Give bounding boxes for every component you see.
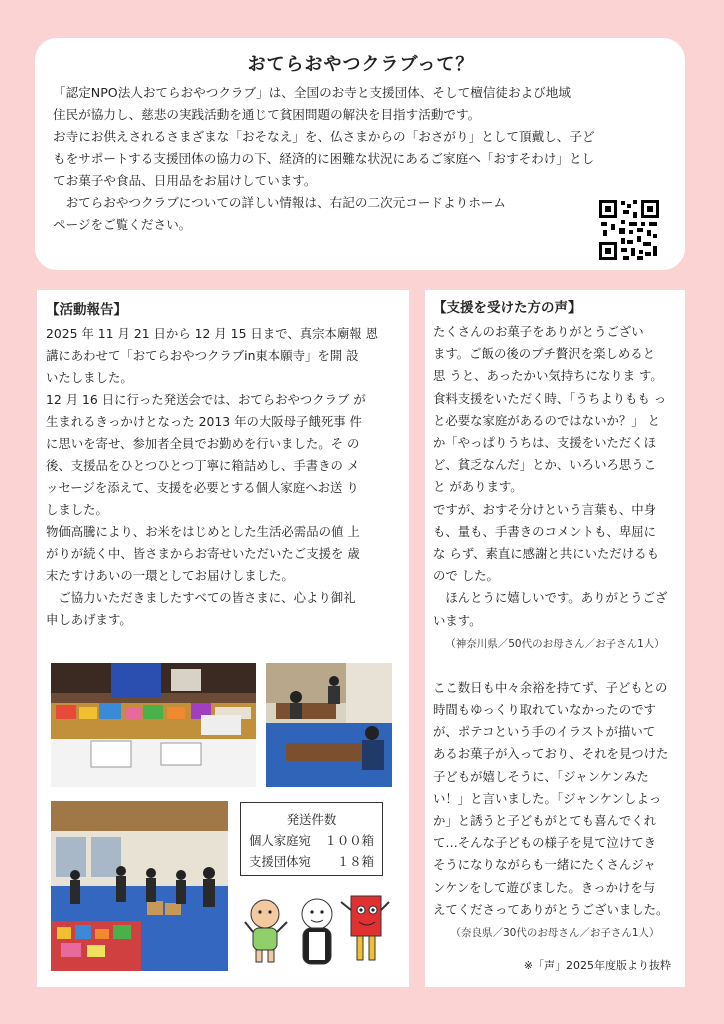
photo-goods-display [51, 663, 256, 787]
report-line: 2025 年 11 月 21 日から 12 月 15 日まで、真宗本廟報 恩 [46, 326, 378, 341]
count-row-household [249, 830, 374, 851]
intro-line: もをサポートする支援団体の協力の下、経済的に困難な状況にあるご家庭へ「おすそわけ」とし [53, 151, 595, 166]
report-title: 【活動報告】 [46, 302, 127, 318]
voices-panel [425, 290, 685, 987]
report-line: 末たすけあいの一環としてお届けしました。 [46, 568, 294, 583]
intro-line: お寺にお供えされるさまざまな「おそなえ」を、仏さまからの「おさがり」として頂戴し、子ど [53, 129, 595, 144]
voice-1-text [433, 321, 677, 632]
voice-line: ですが、おすそ分けという言葉も、中身 [433, 501, 657, 517]
intro-title: おてらおやつクラブって？ [247, 54, 475, 75]
intro-line: おてらおやつクラブについての詳しい情報は、右記の二次元コードよりホーム [53, 195, 506, 210]
voice-line: ンケンをして遊びました。きっかけを与 [433, 879, 656, 895]
report-line: 申しあげます。 [46, 612, 132, 627]
mascot-characters [243, 892, 391, 970]
intro-line: 「認定NPO法人おてらおやつクラブ」は、全国のお寺と支援団体、そして檀信徒および地域 [53, 85, 571, 100]
voice-line: ので した。 [433, 568, 499, 584]
voice-line: か「やっぱりうちは、支援をいただくほ [433, 435, 657, 451]
photo-hall [51, 801, 228, 971]
report-line: いたしました。 [46, 370, 133, 385]
intro-box [35, 38, 685, 270]
voices-title: 【支援を受けた方の声】 [433, 300, 582, 316]
voice-line: 食料支援をいただく時、「うちよりもも っ [433, 390, 667, 406]
shipment-counts-box [240, 802, 383, 876]
voice-line: 思 うと、あったかい気持ちになりま す。 [433, 368, 663, 384]
count-row-organization [249, 851, 374, 872]
intro-line: てお菓子や食品、日用品をお届けしています。 [53, 173, 317, 188]
count-label: 支援団体宛 [249, 854, 311, 869]
voice-line: ど、貧乏なんだ」とか、いろいろ思うこ [433, 457, 657, 473]
photo-packing-room [266, 663, 392, 787]
voice-line: い！」と言いました。「ジャンケンしよっ [433, 790, 662, 806]
report-line: 生まれるきっかけとなった 2013 年の大阪母子餓死事 件 [46, 414, 362, 429]
report-line: ご協力いただきましたすべての皆さまに、心より御礼 [46, 590, 356, 605]
report-line: に思いを寄せ、参加者全員でお勤めを行いました。そ の [46, 436, 360, 451]
voice-1-credit: （神奈川県／50代のお母さん／お子さん1人） [445, 637, 665, 650]
voice-line: たくさんのお菓子をありがとうござい [433, 324, 644, 339]
voice-line: そうになりながらも一緒にたくさんジャ [433, 857, 656, 873]
qr-code-icon[interactable] [597, 198, 661, 262]
voice-line: か」と誘うと子どもがとても喜んでくれ [433, 813, 657, 829]
voice-line: が、ポテコという手のイラストが描いて [433, 724, 656, 740]
report-line: 後、支援品をひとつひとつ丁寧に箱詰めし、手書きの メ [46, 458, 360, 473]
intro-line: ページをご覧ください。 [53, 217, 192, 232]
report-line: 講にあわせて「おてらおやつクラブin東本願寺」を開 設 [46, 348, 359, 363]
voice-line: と必要な家庭があるのではないか？」 と [433, 412, 660, 428]
voice-line: います。 [433, 612, 482, 628]
voice-line: て…そんな子どもの様子を見て泣けてき [433, 835, 657, 851]
voice-line: えてくださってありがとうございました。 [433, 901, 669, 917]
report-line: がりが続く中、皆さまからお寄せいただいたご支援を 歳 [46, 546, 360, 561]
activity-report-panel [37, 290, 409, 987]
report-line: ッセージを添えて、支援を必要とする個人家庭へお送 り [46, 480, 359, 495]
voice-2-text [433, 677, 677, 921]
footnote: ※「声」2025年度版より抜粋 [523, 959, 671, 972]
report-text [46, 323, 400, 631]
count-label: 個人家庭宛 [249, 833, 311, 848]
report-line: 物価高騰により、お米をはじめとした生活必需品の値 上 [46, 524, 360, 539]
voice-line: と があります。 [433, 479, 523, 495]
voice-line: ここ数日も中々余裕を持てず、子どもとの [433, 679, 668, 695]
report-line: 12 月 16 日に行った発送会では、おてらおやつクラブ が [46, 392, 366, 407]
voice-line: 子どもが嬉しそうに、「ジャンケンみた [433, 768, 649, 784]
intro-text [53, 82, 669, 236]
count-value: １８箱 [336, 854, 374, 869]
counts-heading: 発送件数 [286, 812, 337, 827]
voice-line: も、量も、手書きのコメントも、卑屈に [433, 523, 657, 539]
voice-line: 時間もゆっくり取れていなかったのです [433, 702, 656, 718]
count-value: １００箱 [324, 833, 374, 848]
voice-2-credit: （奈良県／30代のお母さん／お子さん1人） [450, 927, 660, 940]
voice-line: な らず、素直に感謝と共にいただけるも [433, 546, 659, 562]
report-line: しました。 [46, 502, 108, 517]
voice-line: あるお菓子が入っており、それを見つけた [433, 746, 669, 762]
intro-line: 住民が協力し、慈悲の実践活動を通じて貧困問題の解決を目指す活動です。 [53, 107, 481, 122]
voice-line: ほんとうに嬉しいです。ありがとうござ [433, 590, 668, 606]
voice-line: ます。ご飯の後のプチ贅沢を楽しめると [433, 346, 656, 362]
